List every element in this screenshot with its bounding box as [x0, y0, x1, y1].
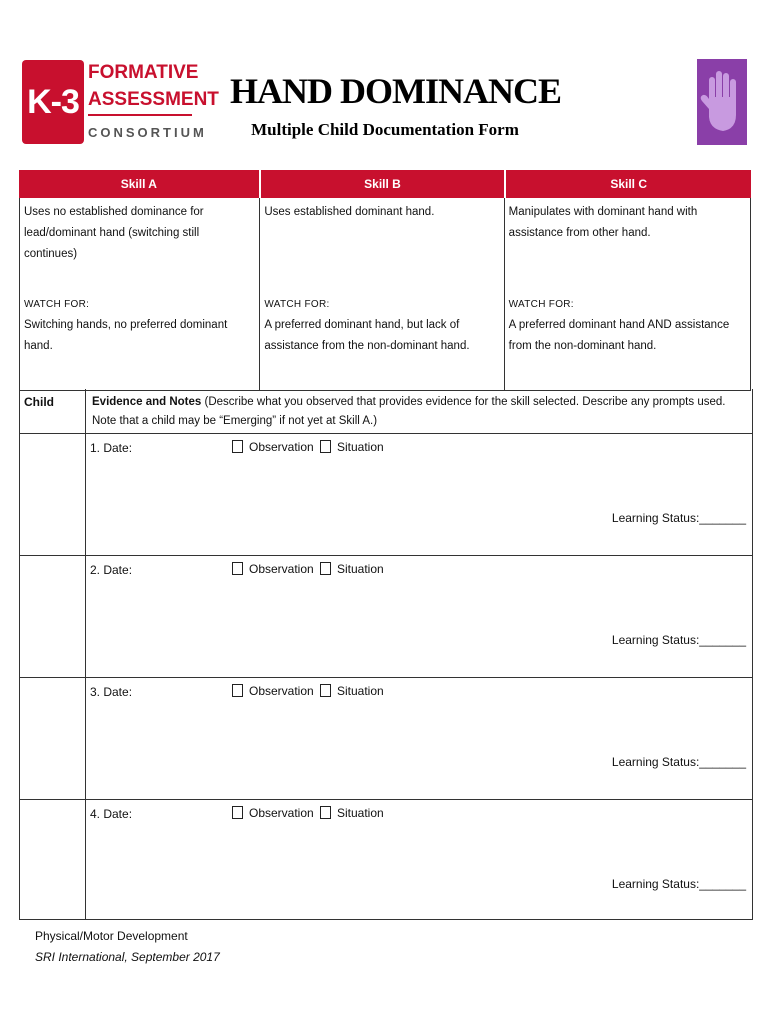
logo-text-formative: FORMATIVE [88, 62, 199, 83]
evidence-notes-area[interactable] [86, 434, 752, 555]
learning-status-field[interactable]: Learning Status:_______ [611, 877, 746, 891]
page-title: HAND DOMINANCE [230, 71, 561, 111]
footer-org: SRI International, September 2017 [35, 950, 220, 964]
situation-label: Situation [337, 684, 384, 698]
child-name-field[interactable] [20, 800, 86, 919]
situation-label: Situation [337, 562, 384, 576]
observation-checkbox[interactable] [232, 440, 243, 453]
child-name-field[interactable] [20, 434, 86, 555]
situation-label: Situation [337, 806, 384, 820]
situation-label: Situation [337, 440, 384, 454]
evidence-entry [20, 434, 752, 556]
evidence-notes-area[interactable] [86, 800, 752, 919]
evidence-notes-area[interactable] [86, 556, 752, 677]
skill-c-header: Skill C [506, 170, 751, 198]
skill-b-description: Uses established dominant hand. [264, 206, 435, 218]
skill-c-watch-label: WATCH FOR: [508, 299, 574, 310]
skill-a-description: Uses no established dominance for lead/dominant hand (switching still continues) [24, 206, 204, 260]
situation-checkbox[interactable] [320, 806, 331, 819]
skill-c-cell [505, 198, 750, 390]
evidence-entry [20, 800, 752, 919]
observation-label: Observation [249, 440, 314, 454]
evidence-entry [20, 678, 752, 800]
skill-b-cell [260, 198, 504, 390]
date-label: 2. Date: [90, 563, 133, 577]
learning-status-field[interactable]: Learning Status:_______ [611, 633, 746, 647]
page-footer [35, 926, 220, 968]
k3-consortium-logo [22, 58, 219, 148]
notes-header-bold: Evidence and Notes [92, 396, 202, 408]
skills-table [19, 170, 751, 391]
evidence-header-row [20, 389, 752, 434]
skill-a-cell [20, 198, 260, 390]
logo-text-consortium: CONSORTIUM [88, 125, 207, 140]
evidence-table [19, 389, 753, 920]
situation-checkbox[interactable] [320, 562, 331, 575]
observation-checkbox[interactable] [232, 562, 243, 575]
page-subtitle: Multiple Child Documentation Form [251, 120, 519, 139]
child-name-field[interactable] [20, 678, 86, 799]
evidence-entry [20, 556, 752, 678]
child-name-field[interactable] [20, 556, 86, 677]
logo-text-assessment: ASSESSMENT [88, 89, 219, 110]
situation-checkbox[interactable] [320, 684, 331, 697]
situation-checkbox[interactable] [320, 440, 331, 453]
skill-b-watch-label: WATCH FOR: [264, 299, 330, 310]
skills-header-row [19, 170, 751, 198]
evidence-notes-area[interactable] [86, 678, 752, 799]
observation-checkbox[interactable] [232, 684, 243, 697]
date-label: 3. Date: [90, 685, 133, 699]
skill-b-header: Skill B [261, 170, 507, 198]
learning-status-field[interactable]: Learning Status:_______ [611, 511, 746, 525]
notes-column-header [86, 389, 752, 433]
observation-label: Observation [249, 684, 314, 698]
hand-icon [697, 59, 747, 145]
skill-a-watch-label: WATCH FOR: [24, 299, 90, 310]
footer-domain: Physical/Motor Development [35, 929, 188, 943]
notes-header-instructions: (Describe what you observed that provides evidence for the skill selected. Describe any prompts used. Note that a child may be “Emerging” if not yet at Skill A.) [92, 396, 726, 427]
skill-a-header: Skill A [19, 170, 261, 198]
date-label: 4. Date: [90, 807, 133, 821]
observation-label: Observation [249, 806, 314, 820]
observation-checkbox[interactable] [232, 806, 243, 819]
skill-c-watch-text: A preferred dominant hand AND assistance from the non-dominant hand. [508, 319, 730, 352]
learning-status-field[interactable]: Learning Status:_______ [611, 755, 746, 769]
logo-divider [88, 114, 192, 116]
logo-k3-mark: K-3 [22, 60, 84, 144]
child-column-header: Child [20, 389, 86, 433]
date-label: 1. Date: [90, 441, 133, 455]
skills-body-row [19, 198, 751, 391]
skill-c-description: Manipulates with dominant hand with assistance from other hand. [508, 206, 698, 239]
observation-label: Observation [249, 562, 314, 576]
skill-a-watch-text: Switching hands, no preferred dominant hand. [24, 319, 228, 352]
skill-b-watch-text: A preferred dominant hand, but lack of assistance from the non-dominant hand. [264, 319, 470, 352]
